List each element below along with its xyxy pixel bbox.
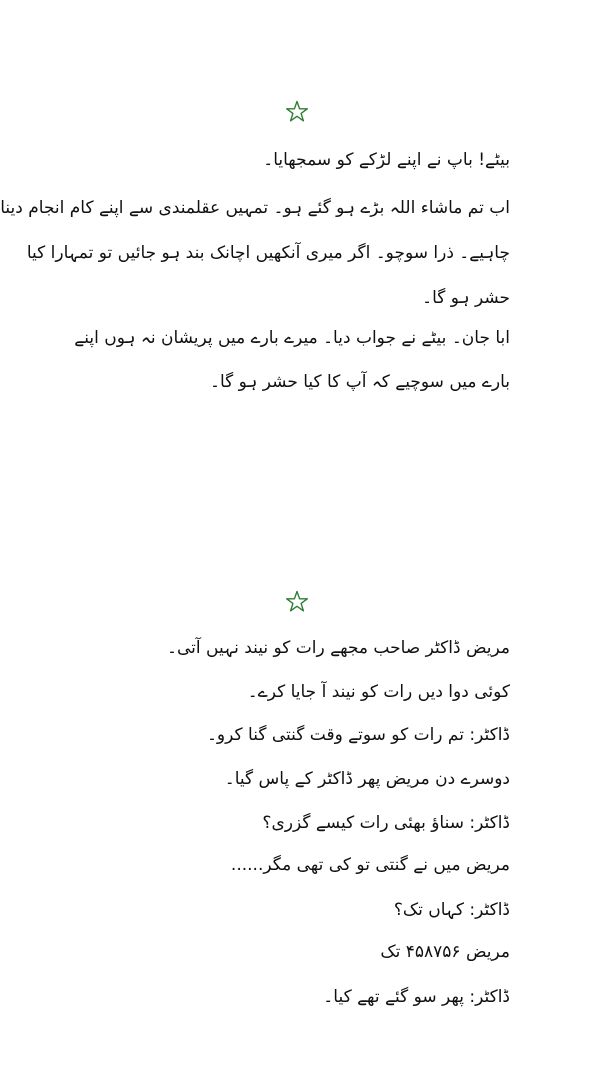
story1-line: ابا جان۔ بیٹے نے جواب دیا۔ میرے بارے میں پریشان نہ ہوں اپنے bbox=[74, 328, 510, 348]
story2-line: ڈاکٹر: سناؤ بھئی رات کیسے گزری؟ bbox=[262, 813, 510, 833]
story1-line: بیٹے! باپ نے اپنے لڑکے کو سمجھایا۔ bbox=[263, 150, 510, 170]
star-outline-icon bbox=[285, 100, 309, 124]
star-outline-icon bbox=[285, 590, 309, 614]
story1-line: بارے میں سوچیے کہ آپ کا کیا حشر ہو گا۔ bbox=[209, 372, 510, 392]
story2-line: مریض میں نے گنتی تو کی تھی مگر...... bbox=[230, 855, 510, 875]
story2-line: ڈاکٹر: تم رات کو سوتے وقت گنتی گنا کرو۔ bbox=[206, 725, 510, 745]
story2-line: مریض ۴۵۸۷۵۶ تک bbox=[380, 942, 510, 962]
story1-line: چاہیے۔ ذرا سوچو۔ اگر میری آنکھیں اچانک بند ہو جائیں تو تمہارا کیا bbox=[26, 243, 510, 263]
story2-line: مریض ڈاکٹر صاحب مجھے رات کو نیند نہیں آتی۔ bbox=[167, 638, 510, 658]
story2-line: ڈاکٹر: کہاں تک؟ bbox=[393, 900, 510, 920]
story1-line: حشر ہو گا۔ bbox=[422, 288, 510, 308]
story2-line: کوئی دوا دیں رات کو نیند آ جایا کرے۔ bbox=[247, 682, 510, 702]
story1-line: اب تم ماشاء اللہ بڑے ہو گئے ہو۔ تمہیں عقلمندی سے اپنے کام انجام دینا bbox=[0, 198, 510, 218]
story2-line: دوسرے دن مریض پھر ڈاکٹر کے پاس گیا۔ bbox=[224, 769, 510, 789]
story2-line: ڈاکٹر: پھر سو گئے تھے کیا۔ bbox=[323, 987, 510, 1007]
